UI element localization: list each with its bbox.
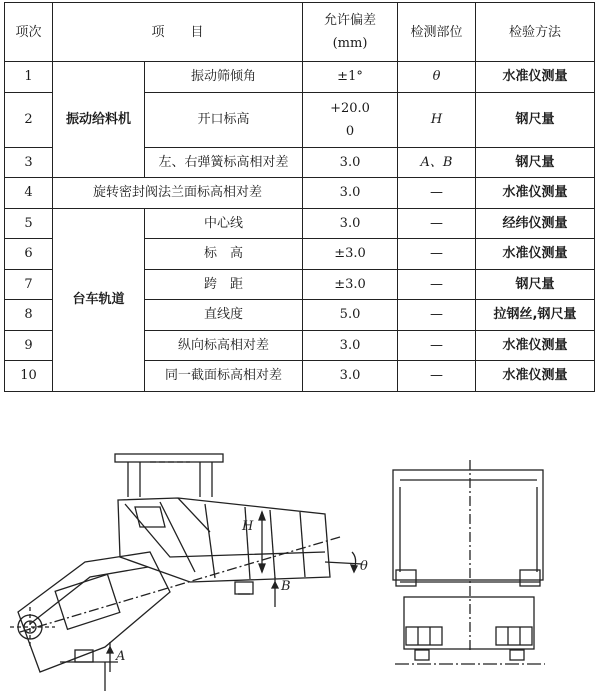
table-row xyxy=(5,208,595,239)
row-method: 钢尺量 xyxy=(476,269,595,300)
row-tolerance: 3.0 xyxy=(303,208,398,239)
header-tolerance-line2: (mm) xyxy=(332,36,368,51)
header-tolerance-line1: 允许偏差 xyxy=(324,13,377,28)
inspection-table xyxy=(4,2,595,392)
row-location: — xyxy=(398,330,476,361)
label-a: A xyxy=(116,649,126,664)
header-method: 检验方法 xyxy=(476,3,595,62)
row-location: — xyxy=(398,300,476,331)
row-location: A、B xyxy=(398,147,476,178)
header-item: 项 目 xyxy=(53,3,303,62)
row-tolerance: 3.0 xyxy=(303,178,398,209)
header-location: 检测部位 xyxy=(398,3,476,62)
row-item: 跨 距 xyxy=(145,269,303,300)
label-h: H xyxy=(242,519,254,534)
row-no: 4 xyxy=(5,178,53,209)
row-tolerance: 5.0 xyxy=(303,300,398,331)
table-row xyxy=(5,178,595,209)
row-method: 经纬仪测量 xyxy=(476,208,595,239)
row-location: θ xyxy=(398,62,476,93)
table-header-row xyxy=(5,3,595,62)
row-no: 3 xyxy=(5,147,53,178)
row-no: 1 xyxy=(5,62,53,93)
row-tolerance: ±3.0 xyxy=(303,269,398,300)
row-method: 水准仪测量 xyxy=(476,330,595,361)
row-tolerance-lower: 0 xyxy=(345,123,355,139)
row-item: 标 高 xyxy=(145,239,303,270)
header-no: 项次 xyxy=(5,3,53,62)
group-trolley-rail: 台车轨道 xyxy=(53,208,145,391)
row-tolerance: 3.0 xyxy=(303,361,398,392)
feeder-trolley-drawing xyxy=(0,432,600,691)
row-location: — xyxy=(398,269,476,300)
row-no: 8 xyxy=(5,300,53,331)
row-tolerance: 3.0 xyxy=(303,330,398,361)
row-tolerance: ±3.0 xyxy=(303,239,398,270)
row-location: — xyxy=(398,361,476,392)
row-no: 6 xyxy=(5,239,53,270)
row-item: 纵向标高相对差 xyxy=(145,330,303,361)
row-no: 7 xyxy=(5,269,53,300)
row-tolerance-upper: +20.0 xyxy=(330,100,370,116)
row-location: H xyxy=(398,92,476,147)
row-method: 水准仪测量 xyxy=(476,361,595,392)
row-tolerance xyxy=(303,92,398,147)
label-theta: θ xyxy=(360,559,368,574)
row-item: 左、右弹簧标高相对差 xyxy=(145,147,303,178)
header-tolerance xyxy=(303,3,398,62)
row-item: 旋转密封阀法兰面标高相对差 xyxy=(53,178,303,209)
table-row xyxy=(5,62,595,93)
row-no: 10 xyxy=(5,361,53,392)
trolley-end-view xyxy=(393,460,545,664)
row-item: 振动筛倾角 xyxy=(145,62,303,93)
row-method: 水准仪测量 xyxy=(476,62,595,93)
row-location: — xyxy=(398,178,476,209)
row-item: 中心线 xyxy=(145,208,303,239)
row-method: 水准仪测量 xyxy=(476,239,595,270)
row-item: 开口标高 xyxy=(145,92,303,147)
row-item: 直线度 xyxy=(145,300,303,331)
row-no: 5 xyxy=(5,208,53,239)
row-tolerance: ±1° xyxy=(303,62,398,93)
row-no: 9 xyxy=(5,330,53,361)
row-location: — xyxy=(398,208,476,239)
row-item: 同一截面标高相对差 xyxy=(145,361,303,392)
row-method: 水准仪测量 xyxy=(476,178,595,209)
row-method: 钢尺量 xyxy=(476,147,595,178)
row-location: — xyxy=(398,239,476,270)
row-no: 2 xyxy=(5,92,53,147)
label-b: B xyxy=(281,579,291,594)
row-method: 拉钢丝,钢尺量 xyxy=(476,300,595,331)
group-vibrating-feeder: 振动给料机 xyxy=(53,62,145,178)
row-method: 钢尺量 xyxy=(476,92,595,147)
row-tolerance: 3.0 xyxy=(303,147,398,178)
feeder-side-view xyxy=(10,454,362,691)
